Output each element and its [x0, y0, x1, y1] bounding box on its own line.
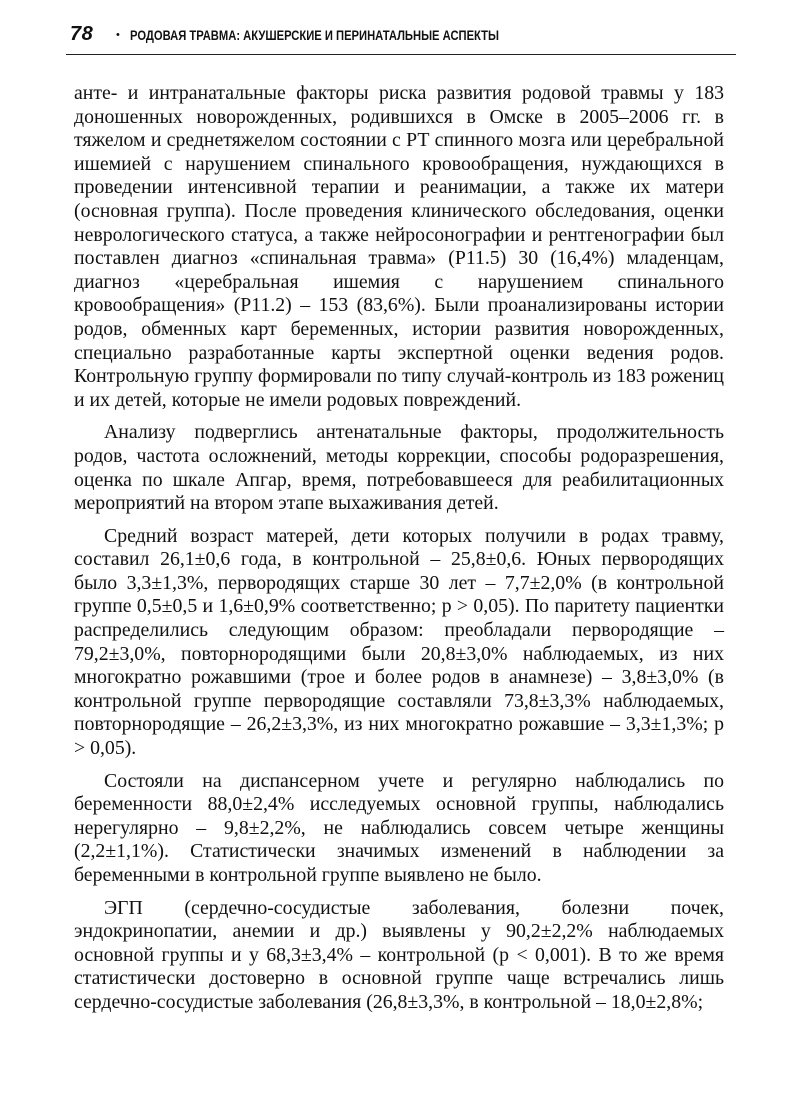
paragraph-prenatal-care: Состояли на диспансерном учете и регулярно наблюдались по беременности 88,0±2,4% исследуемых основной группы, наблюдались нерегулярно – 9,8±2,2%, не наблюдались совсем четыре женщины (2,2±1,1%). Статистически значимых изменений в наблюдении за беременными в контрольной группе выявлено не было. — [74, 769, 724, 886]
running-header-title: РОДОВАЯ ТРАВМА: АКУШЕРСКИЕ И ПЕРИНАТАЛЬНЫЕ АСПЕКТЫ — [130, 28, 499, 43]
paragraph-maternal-age: Средний возраст матерей, дети которых получили в родах травму, составил 26,1±0,6 года, в контрольной – 25,8±0,6. Юных первородящих было 3,3±1,3%, первородящих старше 30 лет – 7,7±2,0% (в контрольной группе 0,5±0,5 и 1,6±0,9% соответственно; p > 0,05). По паритету пациентки распределились следующим образом: преобладали первородящие – 79,2±3,0%, повторнородящими были 20,8±3,0% наблюдаемых, из них многократно рожавшими (трое и более родов в анамнезе) – 3,8±3,0% (в контрольной группе первородящие составляли 73,8±3,3% наблюдаемых, повторнородящие – 26,2±3,3%, из них многократно рожавшие – 3,3±1,3%; p > 0,05). — [74, 524, 724, 760]
header-bullet: • — [116, 29, 120, 41]
paragraph-analysis-factors: Анализу подверглись антенатальные факторы, продолжительность родов, частота осложнений, методы коррекции, способы родоразрешения, оценка по шкале Апгар, время, потребовавшееся для реабилитационных мероприятий на втором этапе выхаживания детей. — [74, 421, 724, 515]
paragraph-extragenital-pathology: ЭГП (сердечно-сосудистые заболевания, болезни почек, эндокринопатии, анемии и др.) выявлены у 90,2±2,2% наблюдаемых основной группы и у 68,3±3,4% – контрольной (p < 0,001). В то же время статистически достоверно в основной группе чаще встречались лишь сердечно-сосудистые заболевания (26,8±3,3%, в контрольной – 18,0±2,8%; — [74, 896, 724, 1013]
paragraph-continued: анте- и интранатальные факторы риска развития родовой травмы у 183 доношенных новорожденных, родившихся в Омске в 2005–2006 гг. в тяжелом и среднетяжелом состоянии с РТ спинного мозга или церебральной ишемией с нарушением спинального кровообращения, нуждающихся в проведении интенсивной терапии и реанимации, а также их матери (основная группа). После проведения клинического обследования, оценки неврологического статуса, а также нейросонографии и рентгенографии был поставлен диагноз «спинальная травма» (P11.5) 30 (16,4%) младенцам, диагноз «церебральная ишемия с нарушением спинального кровообращения» (P11.2) – 153 (83,6%). Были проанализированы истории родов, обменных карт беременных, истории развития новорожденных, специально разработанные карты экспертной оценки ведения родов. Контрольную группу формировали по типу случай-контроль из 183 рожениц и их детей, которые не имели родовых повреждений. — [74, 82, 724, 411]
running-header — [66, 22, 736, 55]
body-text — [74, 82, 724, 1024]
page-number: 78 — [70, 23, 94, 45]
